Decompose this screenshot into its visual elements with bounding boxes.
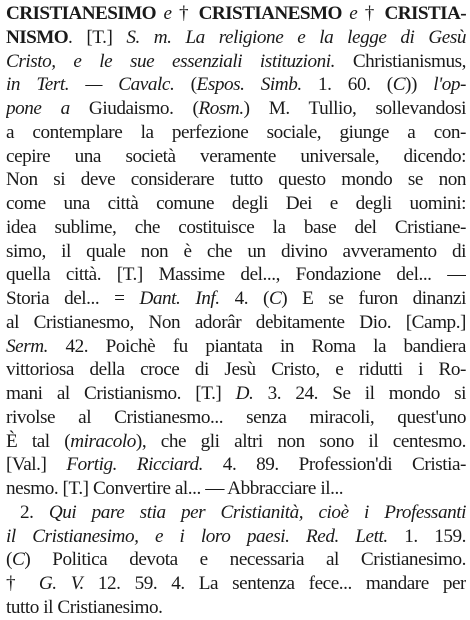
entry-line: [6, 50, 466, 74]
headword-text: CRISTIA-: [384, 3, 466, 24]
italic-text: il Cristianesimo, e i loro paesi. Red. Lett.: [6, 525, 388, 547]
entry-text: 12. 59. 4. La sentenza fece... mandare per: [83, 573, 466, 594]
italic-text: Dant. Inf.: [139, 288, 220, 309]
entry-line: [6, 168, 466, 192]
italic-text: Rosm.: [198, 98, 244, 119]
entry-line: [6, 216, 466, 240]
entry-line: [6, 26, 466, 50]
italic-text: C: [11, 549, 25, 571]
entry-text: (: [174, 74, 197, 96]
italic-text: Cristo, e le sue essenziali istituzioni.: [6, 50, 336, 72]
entry-text: 42. Poichè fu piantata in Roma la bandiera: [47, 335, 466, 357]
italic-text: e: [341, 3, 365, 24]
entry-line: [6, 311, 466, 335]
entry-line: [6, 596, 466, 620]
italic-text: l'op-: [433, 74, 466, 96]
entry-text: Christianismus,: [335, 50, 466, 72]
entry-text: 3. 24. Se il mondo si: [253, 383, 466, 404]
entry-text: †: [6, 573, 39, 594]
entry-text: 2.: [20, 501, 49, 523]
italic-text: miracolo: [70, 430, 136, 452]
entry-line: [6, 548, 466, 572]
italic-text: in Tert. — Cavalc.: [6, 74, 175, 96]
italic-text: C: [268, 288, 282, 309]
entry-line: [6, 477, 466, 501]
entry-text: )): [405, 74, 434, 96]
entry-text: (: [6, 549, 12, 571]
entry-line: [6, 192, 466, 216]
headword-text: CRISTIANESMO: [198, 3, 342, 24]
entry-line: [6, 572, 466, 596]
entry-line: [6, 358, 466, 382]
entry-text: 4. (: [219, 288, 269, 309]
headword-text: NISMO: [6, 26, 69, 48]
entry-line: [6, 382, 466, 406]
entry-text: quella città. [T.] Massime del..., Fondazione del... —: [6, 264, 466, 286]
entry-line: [6, 430, 466, 454]
italic-text: Espos. Simb.: [196, 74, 302, 96]
entry-text: [Val.]: [6, 454, 67, 476]
entry-text: Storia del... =: [6, 288, 140, 309]
entry-headline: [6, 2, 466, 26]
entry-text: mani al Cristianismo. [T.]: [6, 383, 236, 404]
entry-text: nesmo. [T.] Convertire al... — Abbracciare il...: [6, 478, 344, 499]
entry-text: Giudaismo. (: [69, 98, 199, 119]
italic-text: e: [156, 3, 179, 24]
entry-text: ) E se furon dinanzi: [281, 288, 466, 309]
entry-line: [6, 287, 466, 311]
italic-text: C: [392, 74, 406, 96]
entry-text: Non si deve considerare tutto questo mondo se non: [6, 169, 466, 191]
entry-text: ) Politica devota e necessaria al Cristianesimo.: [24, 549, 466, 571]
italic-text: G. V.: [38, 573, 84, 594]
entry-text: †: [364, 3, 385, 24]
entry-line: [6, 73, 466, 97]
entry-text: †: [178, 3, 199, 24]
entry-text: vittoriosa della croce di Jesù Cristo, e ridutti i Ro-: [6, 359, 466, 381]
entry-text: cepire una società veramente universale, dicendo:: [6, 145, 466, 167]
italic-text: pone a: [6, 98, 70, 119]
italic-text: D.: [235, 383, 254, 404]
italic-text: S. m. La religione e la legge di Gesù: [126, 26, 466, 48]
italic-text: Qui pare stia per Cristianità, cioè i Professanti: [48, 501, 466, 523]
entry-line: [6, 525, 466, 549]
entry-text: 1. 60. (: [301, 74, 393, 96]
entry-text: idea sublime, che costituisce la base del Cristiane-: [6, 216, 466, 238]
entry-line: [6, 453, 466, 477]
entry-text: al Cristianesmo, Non adorâr debitamente Dio. [Camp.]: [6, 311, 466, 333]
entry-text: rivolse al Cristianesmo... senza miracoli, quest'uno: [6, 406, 466, 428]
entry-line: [6, 97, 466, 121]
entry-text: . [T.]: [68, 26, 127, 48]
entry-line: [6, 121, 466, 145]
headword-text: CRISTIANESIMO: [6, 3, 157, 24]
entry-text: 1. 159.: [387, 525, 466, 547]
entry-text: tutto il Cristianesimo.: [6, 596, 163, 618]
entry-line: [6, 145, 466, 169]
entry-line: [6, 406, 466, 430]
italic-text: Serm.: [6, 335, 48, 357]
entry-text: come una città comune degli Dei e degli uomini:: [6, 193, 466, 214]
entry-line: [6, 240, 466, 264]
entry-line: [6, 501, 466, 525]
entry-text: ), che gli altri non sono il centesmo.: [135, 430, 466, 452]
entry-line: [6, 335, 466, 359]
entry-text: 4. 89. Profession'di Cristia-: [202, 454, 466, 476]
entry-text: È tal (: [6, 430, 71, 452]
italic-text: Fortig. Ricciard.: [66, 454, 203, 476]
entry-text: a contemplare la perfezione sociale, giunge a con-: [6, 121, 466, 143]
entry-text: simo, il quale non è che un divino avveramento di: [6, 240, 466, 262]
entry-line: [6, 263, 466, 287]
entry-text: ) M. Tullio, sollevandosi: [243, 98, 466, 119]
